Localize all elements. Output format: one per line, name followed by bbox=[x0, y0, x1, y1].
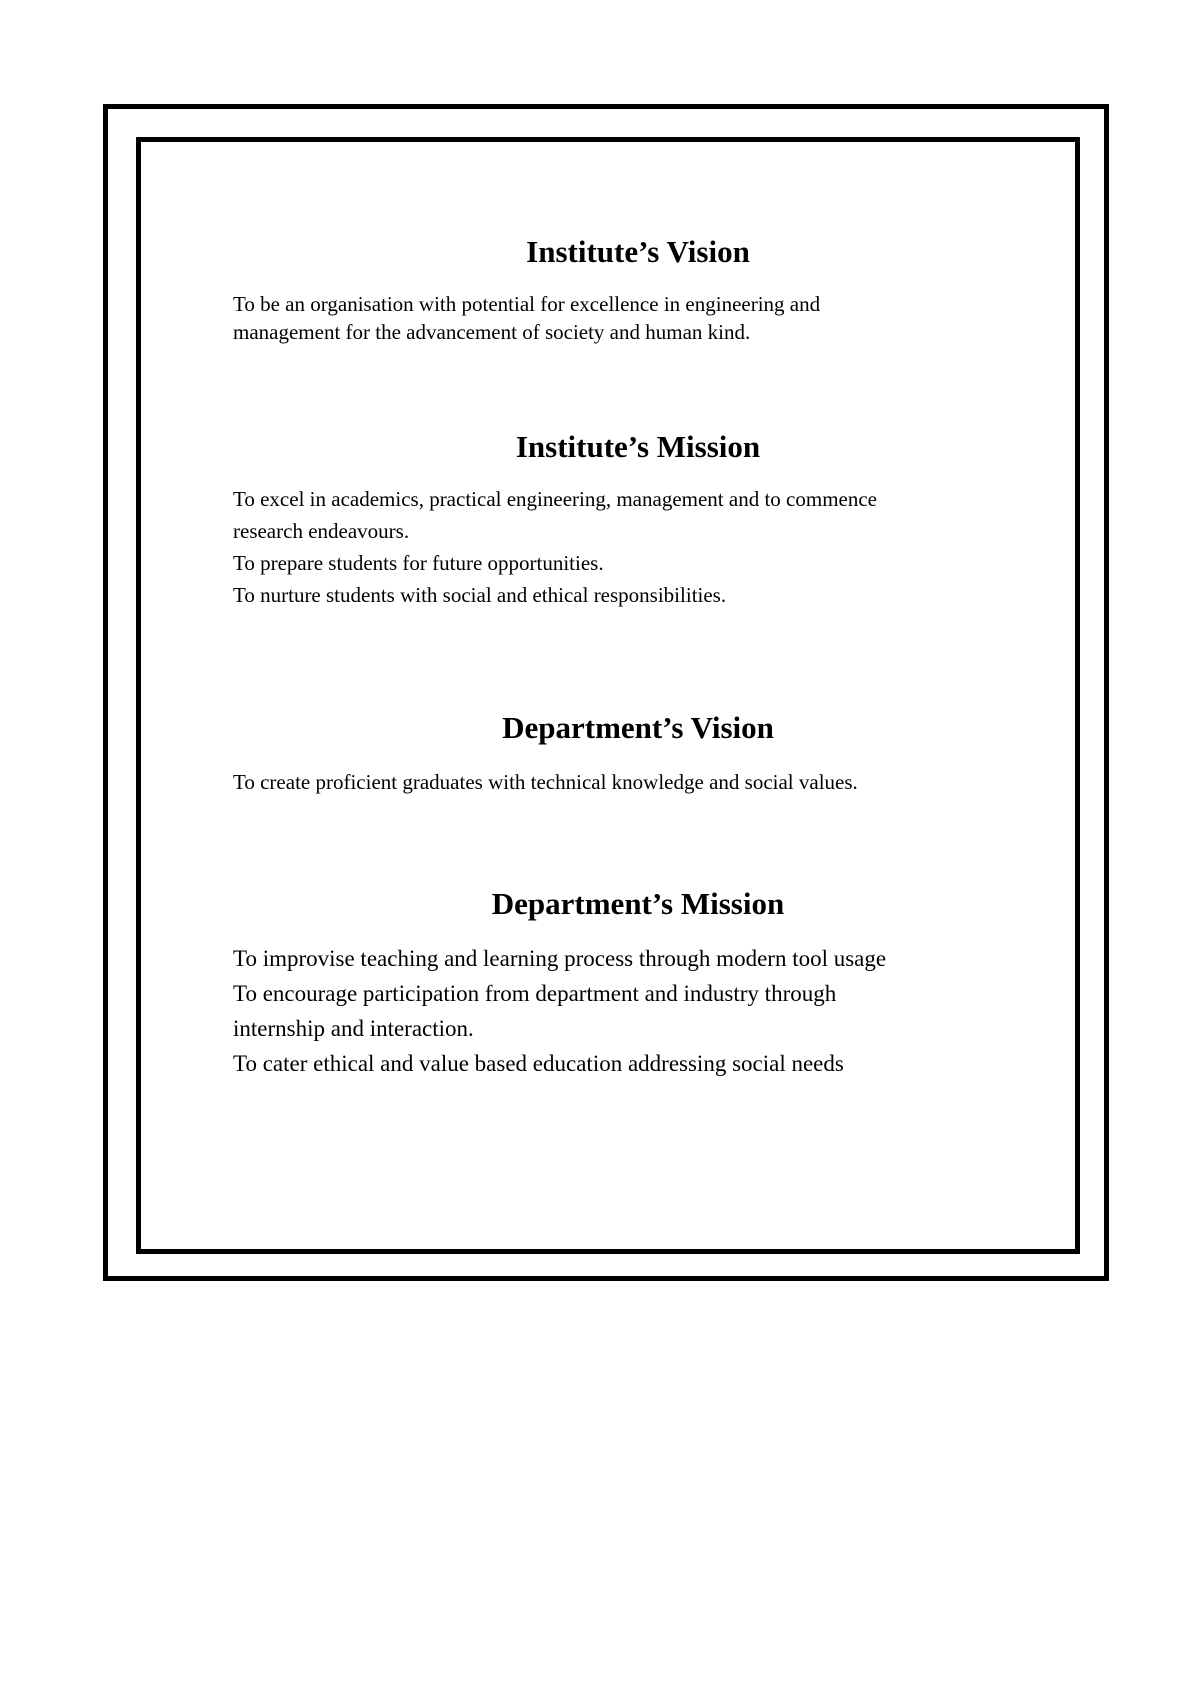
institute-mission-section bbox=[233, 428, 1023, 611]
text-line: To cater ethical and value based education addressing social needs bbox=[233, 1051, 844, 1076]
text-line: To be an organisation with potential for excellence in engineering and bbox=[233, 292, 821, 316]
text-line: To excel in academics, practical engineering, management and to commence bbox=[233, 487, 877, 511]
department-mission-heading: Department’s Mission bbox=[491, 886, 785, 921]
institute-vision-heading: Institute’s Vision bbox=[526, 234, 750, 269]
institute-vision-section bbox=[233, 233, 1023, 346]
text-line: To improvise teaching and learning process through modern tool usage bbox=[233, 946, 887, 971]
department-mission-text bbox=[233, 941, 1023, 1081]
department-vision-text bbox=[233, 766, 1023, 798]
text-line: To prepare students for future opportunities. bbox=[233, 551, 604, 575]
institute-mission-heading: Institute’s Mission bbox=[515, 429, 761, 464]
text-line: To nurture students with social and ethical responsibilities. bbox=[233, 583, 727, 607]
text-line: internship and interaction. bbox=[233, 1016, 474, 1041]
text-line: management for the advancement of society and human kind. bbox=[233, 320, 751, 344]
text-line: To create proficient graduates with technical knowledge and social values. bbox=[233, 770, 858, 794]
text-line: To encourage participation from department and industry through bbox=[233, 981, 837, 1006]
department-vision-heading: Department’s Vision bbox=[502, 710, 774, 745]
institute-mission-text bbox=[233, 483, 1023, 611]
department-mission-section bbox=[233, 885, 1023, 1081]
department-vision-section bbox=[233, 709, 1023, 798]
institute-vision-text bbox=[233, 290, 1023, 346]
text-line: research endeavours. bbox=[233, 519, 410, 543]
